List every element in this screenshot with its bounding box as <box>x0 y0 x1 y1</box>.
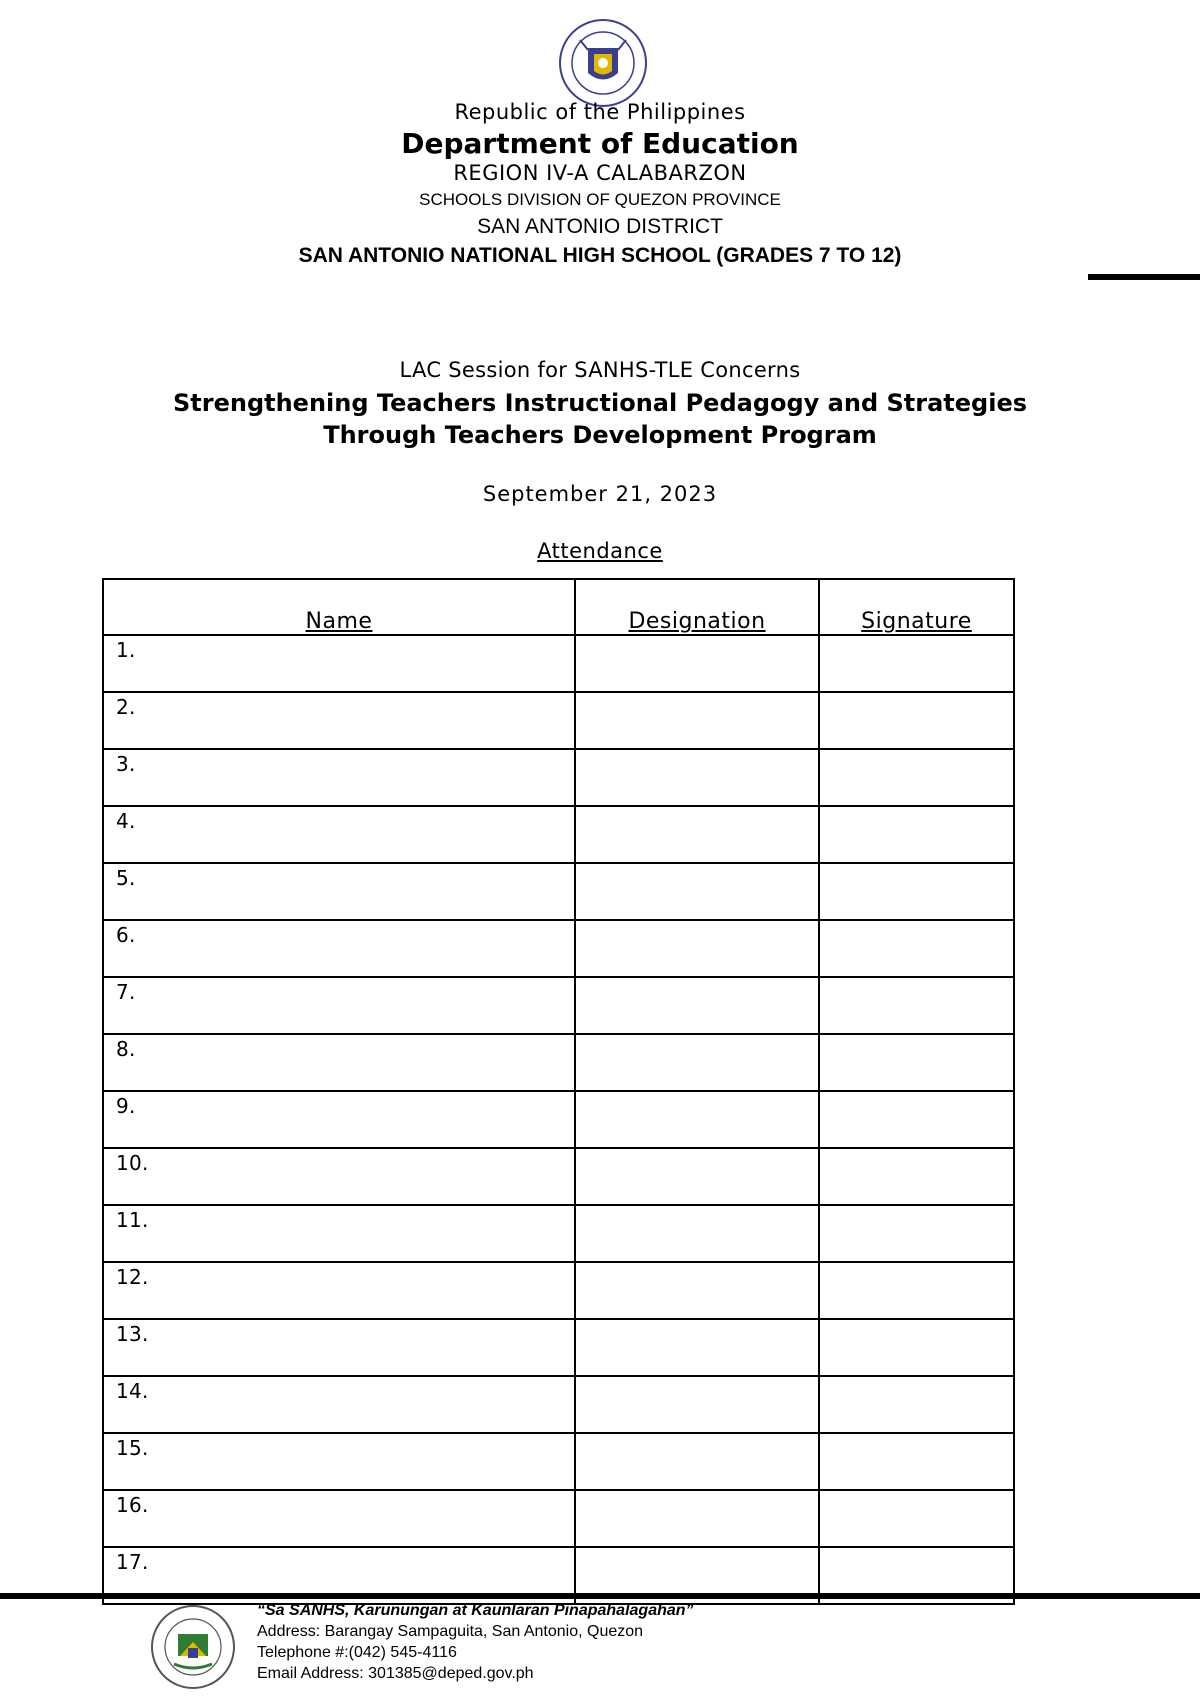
signature-cell[interactable] <box>819 1262 1014 1319</box>
table-row <box>103 1319 1014 1376</box>
session-title-line1: Strengthening Teachers Instructional Pedagogy and Strategies <box>172 389 1027 417</box>
column-header-designation: Designation <box>575 579 819 635</box>
row-number[interactable]: 13. <box>103 1319 575 1376</box>
designation-cell[interactable] <box>575 920 819 977</box>
signature-cell[interactable] <box>819 1205 1014 1262</box>
designation-cell[interactable] <box>575 1034 819 1091</box>
row-number[interactable]: 6. <box>103 920 575 977</box>
signature-cell[interactable] <box>819 1319 1014 1376</box>
row-number[interactable]: 16. <box>103 1490 575 1547</box>
deped-seal-icon <box>558 18 648 108</box>
designation-cell[interactable] <box>575 1262 819 1319</box>
header-republic: Republic of the Philippines <box>454 100 746 124</box>
row-number[interactable]: 17. <box>103 1547 575 1604</box>
header-side-rule <box>1088 274 1200 280</box>
designation-cell[interactable] <box>575 749 819 806</box>
row-number[interactable]: 10. <box>103 1148 575 1205</box>
session-subtitle: LAC Session for SANHS-TLE Concerns <box>399 358 801 382</box>
designation-cell[interactable] <box>575 1376 819 1433</box>
table-row <box>103 920 1014 977</box>
table-row <box>103 1433 1014 1490</box>
designation-cell[interactable] <box>575 692 819 749</box>
footer-address: Address: Barangay Sampaguita, San Antonio, Quezon <box>257 1623 644 1640</box>
row-number[interactable]: 12. <box>103 1262 575 1319</box>
school-seal-icon <box>150 1604 236 1690</box>
row-number[interactable]: 2. <box>103 692 575 749</box>
row-number[interactable]: 3. <box>103 749 575 806</box>
designation-cell[interactable] <box>575 1490 819 1547</box>
designation-cell[interactable] <box>575 1205 819 1262</box>
table-header-row <box>103 579 1014 635</box>
header-region: REGION IV-A CALABARZON <box>453 161 747 185</box>
signature-cell[interactable] <box>819 635 1014 692</box>
row-number[interactable]: 14. <box>103 1376 575 1433</box>
row-number[interactable]: 8. <box>103 1034 575 1091</box>
signature-cell[interactable] <box>819 1376 1014 1433</box>
signature-cell[interactable] <box>819 806 1014 863</box>
row-number[interactable]: 11. <box>103 1205 575 1262</box>
table-row <box>103 1490 1014 1547</box>
table-row <box>103 1376 1014 1433</box>
footer-motto: “Sa SANHS, Karunungan at Kaunlaran Pinapahalagahan” <box>257 1602 694 1619</box>
table-row <box>103 863 1014 920</box>
attendance-label: Attendance <box>537 539 663 563</box>
row-number[interactable]: 7. <box>103 977 575 1034</box>
table-row <box>103 749 1014 806</box>
attendance-table <box>102 578 1015 1605</box>
designation-cell[interactable] <box>575 1148 819 1205</box>
signature-cell[interactable] <box>819 1091 1014 1148</box>
session-title-line2: Through Teachers Development Program <box>323 421 877 449</box>
designation-cell[interactable] <box>575 1319 819 1376</box>
signature-cell[interactable] <box>819 1034 1014 1091</box>
designation-cell[interactable] <box>575 806 819 863</box>
table-row <box>103 1262 1014 1319</box>
table-row <box>103 1034 1014 1091</box>
table-row <box>103 635 1014 692</box>
header-district: SAN ANTONIO DISTRICT <box>477 215 723 238</box>
designation-cell[interactable] <box>575 1433 819 1490</box>
designation-cell[interactable] <box>575 635 819 692</box>
designation-cell[interactable] <box>575 1091 819 1148</box>
footer-rule <box>0 1593 1200 1599</box>
designation-cell[interactable] <box>575 863 819 920</box>
signature-cell[interactable] <box>819 863 1014 920</box>
column-header-signature: Signature <box>819 579 1014 635</box>
footer-contact <box>257 1600 694 1684</box>
header-department: Department of Education <box>401 127 799 160</box>
table-row <box>103 977 1014 1034</box>
header-division: SCHOOLS DIVISION OF QUEZON PROVINCE <box>419 190 781 209</box>
row-number[interactable]: 4. <box>103 806 575 863</box>
signature-cell[interactable] <box>819 692 1014 749</box>
signature-cell[interactable] <box>819 1433 1014 1490</box>
row-number[interactable]: 1. <box>103 635 575 692</box>
table-row <box>103 1091 1014 1148</box>
footer-email[interactable]: Email Address: 301385@deped.gov.ph <box>257 1665 534 1682</box>
designation-cell[interactable] <box>575 977 819 1034</box>
signature-cell[interactable] <box>819 1148 1014 1205</box>
signature-cell[interactable] <box>819 977 1014 1034</box>
footer-telephone: Telephone #:(042) 545-4116 <box>257 1644 457 1661</box>
signature-cell[interactable] <box>819 1490 1014 1547</box>
signature-cell[interactable] <box>819 749 1014 806</box>
table-row <box>103 1148 1014 1205</box>
session-date: September 21, 2023 <box>482 482 718 506</box>
row-number[interactable]: 5. <box>103 863 575 920</box>
table-row <box>103 806 1014 863</box>
row-number[interactable]: 9. <box>103 1091 575 1148</box>
table-row <box>103 1205 1014 1262</box>
table-row <box>103 692 1014 749</box>
signature-cell[interactable] <box>819 920 1014 977</box>
column-header-name: Name <box>103 579 575 635</box>
row-number[interactable]: 15. <box>103 1433 575 1490</box>
header-school: SAN ANTONIO NATIONAL HIGH SCHOOL (GRADES 7 TO 12) <box>298 244 902 267</box>
